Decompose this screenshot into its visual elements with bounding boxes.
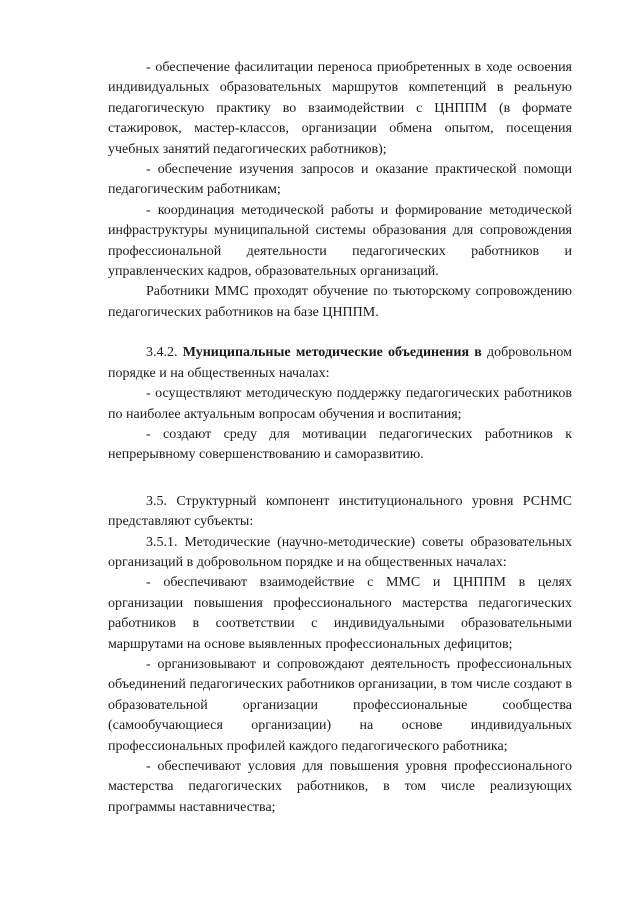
section-number: 3.4.2. bbox=[146, 345, 183, 361]
paragraph-mms-training: Работники ММС проходят обучение по тьюторскому сопровождению педагогических работников на базе ЦНППМ. bbox=[108, 284, 572, 320]
spacer bbox=[108, 466, 572, 492]
paragraph-motivation: - создают среду для мотивации педагогических работников к непрерывному совершенствованию и саморазвитию. bbox=[108, 426, 572, 463]
spacer bbox=[108, 323, 572, 343]
paragraph-facilitation: - обеспечение фасилитации переноса приобретенных в ходе освоения индивидуальных образовательных маршрутов компетенций в реальную педагогическую практику во взаимодействии с ЦНППМ (в формате стажировок, мастер-классов, организации обмена опытом, посещения учебных занятий педагогических работников); bbox=[108, 60, 572, 157]
paragraph-method-support: - осуществляют методическую поддержку педагогических работников по наиболее актуальным вопросам обучения и воспитания; bbox=[108, 386, 572, 422]
paragraph-section-3-4-2 bbox=[108, 343, 572, 384]
paragraph-coordination: - координация методической работы и формирование методической инфраструктуры муниципальной системы образования для сопровождения профессиональной деятельности педагогических работников и управленческих кадров, образовательных организаций. bbox=[108, 202, 572, 280]
paragraph-conditions: - обеспечивают условия для повышения уровня профессионального мастерства педагогических работников, в том числе реализующих программы наставничества; bbox=[108, 759, 572, 815]
section-heading-rest: добровольном порядке и на общественных началах: bbox=[108, 345, 572, 381]
paragraph-section-3-5-1: 3.5.1. Методические (научно-методические) советы образовательных организаций в добровольном порядке и на общественных началах: bbox=[108, 534, 572, 570]
paragraph-requests-study: - обеспечение изучения запросов и оказание практической помощи педагогическим работникам; bbox=[108, 162, 572, 198]
paragraph-section-3-5: 3.5. Структурный компонент институционального уровня РСНМС представляют субъекты: bbox=[108, 493, 572, 530]
section-heading-bold: Муниципальные методические объединения в bbox=[182, 345, 482, 361]
paragraph-interaction: - обеспечивают взаимодействие с ММС и ЦНППМ в целях организации повышения профессионального мастерства педагогических работников в соответствии с индивидуальными образовательными маршрутами на основе выявленных профессиональных дефицитов; bbox=[108, 575, 572, 652]
paragraph-organize: - организовывают и сопровождают деятельность профессиональных объединений педагогических работников организации, в том числе создают в образовательной организации профессиональные сообщества (самообучающиеся организации) на основе индивидуальных профессиональных профилей каждого педагогического работника; bbox=[108, 656, 572, 754]
